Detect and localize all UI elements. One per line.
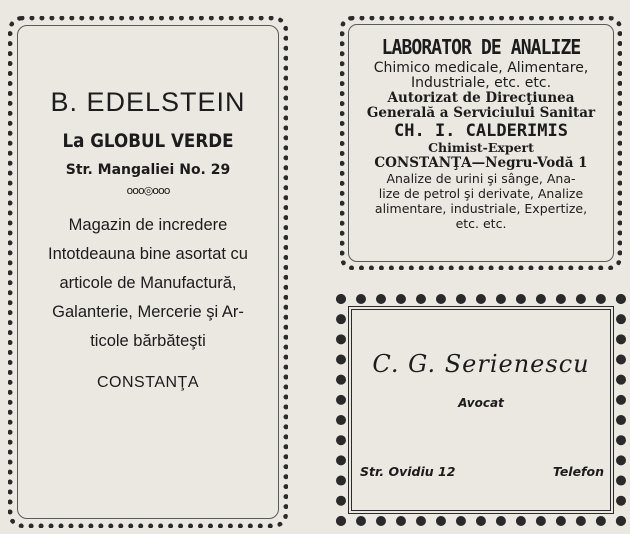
lab-authorization-line: Autorizat de Direcţiunea <box>387 90 575 106</box>
lab-service-line: Analize de urini şi sânge, Ana- <box>386 171 576 186</box>
shop-city: CONSTANŢA <box>97 374 199 391</box>
shop-name: La GLOBUL VERDE <box>62 130 234 152</box>
merchant-name: B. EDELSTEIN <box>50 87 246 117</box>
chemist-name: CH. I. CALDERIMIS <box>394 121 568 141</box>
lawyer-role: Avocat <box>458 396 504 410</box>
avocat-advertisement <box>336 294 626 526</box>
lawyer-name: C. G. Serienescu <box>372 350 590 378</box>
shop-description <box>19 211 277 356</box>
lab-address: CONSTANŢA—Negru-Vodă 1 <box>374 155 588 171</box>
lab-service-line: etc. etc. <box>455 216 507 231</box>
description-line: ticole bărbăteşti <box>90 332 206 350</box>
lab-service-line: lize de petrol şi derivate, Analize <box>378 186 584 201</box>
lab-specialty-line: Industriale, etc. etc. <box>410 75 552 91</box>
description-line: Magazin de incredere <box>68 216 228 234</box>
edelstein-advertisement <box>8 16 288 528</box>
lawyer-address: Str. Ovidiu 12 <box>360 464 456 479</box>
description-line: Intotdeauna bine asortat cu <box>48 245 248 263</box>
lab-specialty-line: Chimico medicale, Alimentare, <box>373 60 589 76</box>
description-line: articole de Manufactură, <box>59 274 237 292</box>
laborator-advertisement <box>340 16 622 270</box>
description-line: Galanterie, Mercerie şi Ar- <box>52 303 244 321</box>
lawyer-phone: Telefon <box>552 464 604 479</box>
shop-address: Str. Mangaliei No. 29 <box>65 162 231 178</box>
lab-title: LABORATOR DE ANALIZE <box>381 35 581 59</box>
chain-border <box>348 306 614 514</box>
lab-authorization-line: Generală a Serviciului Sanitar <box>366 105 596 121</box>
lab-service-line: alimentare, industriale, Expertize, <box>374 201 588 216</box>
ornament-divider: ooo◎ooo <box>126 184 170 197</box>
chemist-title: Chimist-Expert <box>428 140 534 155</box>
